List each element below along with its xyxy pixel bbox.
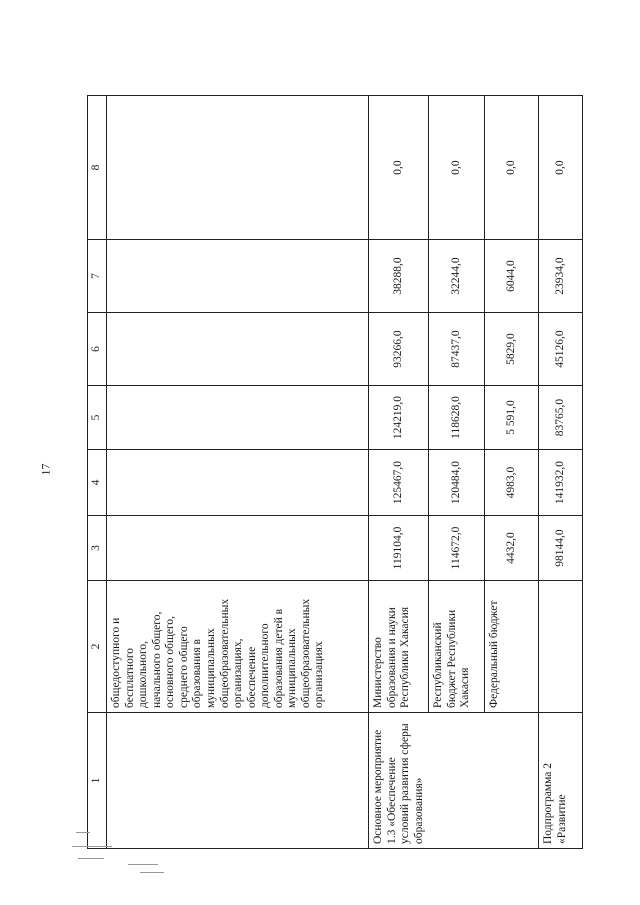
header-row [88,96,107,849]
cell-value: 23934,0 [539,240,583,313]
cell-value: 6044,0 [485,240,539,313]
cell-value [107,96,369,240]
cell-value: 4432,0 [485,516,539,581]
cell-executor: Министерство образования и науки Республики Хакасия [369,581,429,713]
cell-value: 0,0 [485,96,539,240]
cell-executor: Федеральный бюджет [485,581,539,713]
cell-executor: Республиканский бюджет Республики Хакасия [429,581,485,713]
col-header-4: 4 [88,450,107,516]
cell-value: 38288,0 [369,240,429,313]
col-header-5: 5 [88,386,107,450]
cell-value: 4983,0 [485,450,539,516]
table-row [369,96,429,849]
cell-value: 98144,0 [539,516,583,581]
cell-value [107,516,369,581]
cell-executor [539,581,583,713]
col-header-2: 2 [88,581,107,713]
cell-value: 45126,0 [539,313,583,386]
cell-value: 0,0 [539,96,583,240]
cell-executor: общедоступного и бесплатного дошкольного, начального общего, основного общего, среднего общего образования в муниципальных общеобразовательных организациях, обеспечение дополнительного образования детей в муниципальных общеобразовательных организациях [107,581,369,713]
cell-value: 93266,0 [369,313,429,386]
cell-value: 125467,0 [369,450,429,516]
cell-value: 0,0 [369,96,429,240]
cell-value: 83765,0 [539,386,583,450]
budget-table [87,95,583,849]
col-header-6: 6 [88,313,107,386]
page-number: 17 [38,463,53,476]
cell-value: 5829,0 [485,313,539,386]
cell-value: 118628,0 [429,386,485,450]
cell-value: 124219,0 [369,386,429,450]
cell-activity: Подпрограмма 2 «Развитие [539,713,583,849]
cell-value [107,450,369,516]
cell-value [107,313,369,386]
cell-value: 114672,0 [429,516,485,581]
col-header-8: 8 [88,96,107,240]
cell-value: 5 591,0 [485,386,539,450]
col-header-1: 1 [88,713,107,849]
cell-activity: Основное мероприятие 1.3 «Обеспечение условий развития сферы образования» [369,713,539,849]
cell-value: 120484,0 [429,450,485,516]
table-row [107,96,369,849]
cell-value: 0,0 [429,96,485,240]
cell-value [107,240,369,313]
cell-value: 141932,0 [539,450,583,516]
table-frame [87,96,581,849]
cell-value: 119104,0 [369,516,429,581]
cell-value [107,386,369,450]
cell-value: 32244,0 [429,240,485,313]
cell-value: 87437,0 [429,313,485,386]
table-row [539,96,583,849]
scan-marks [68,828,188,878]
col-header-3: 3 [88,516,107,581]
col-header-7: 7 [88,240,107,313]
